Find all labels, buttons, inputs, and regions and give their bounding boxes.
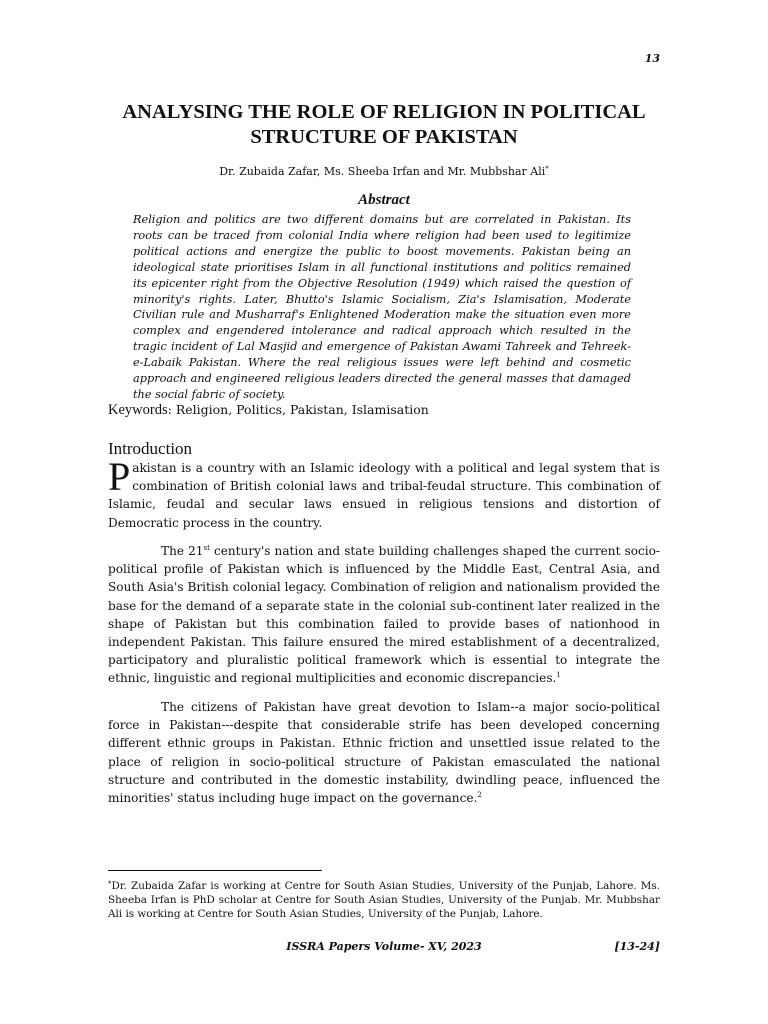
paragraph-1-text: akistan is a country with an Islamic ideology with a political and legal system that is combination of British colonial laws and tribal-feudal structure. This combination of Islamic, feudal and secular laws ensued in religious tensions and distortion of Democratic process in the country.: [108, 461, 660, 530]
keywords-colon: :: [167, 402, 172, 417]
drop-cap: P: [108, 454, 131, 499]
journal-footer: ISSRA Papers Volume- XV, 2023: [286, 940, 482, 953]
paper-title: ANALYSING THE ROLE OF RELIGION IN POLITICAL STRUCTURE OF PAKISTAN: [122, 101, 646, 148]
intro-paragraph-2: [108, 542, 660, 688]
footnote-ref-2[interactable]: 2: [477, 791, 482, 800]
author-footnote-marker[interactable]: *: [545, 165, 549, 173]
ordinal-suffix: st: [203, 544, 210, 552]
author-names: Dr. Zubaida Zafar, Ms. Sheeba Irfan and Mr. Mubbshar Ali: [219, 165, 546, 178]
keywords-values: Religion, Politics, Pakistan, Islamisation: [175, 402, 429, 417]
footnote-marker: *: [108, 880, 112, 888]
footnote-ref-1[interactable]: 1: [556, 671, 561, 680]
page-range: [13-24]: [614, 940, 660, 953]
introduction-heading: Introduction: [108, 439, 193, 458]
intro-paragraph-1: [108, 454, 660, 532]
footnote-text: Dr. Zubaida Zafar is working at Centre for South Asian Studies, University of the Punjab, Lahore. Ms. Sheeba Irfan is PhD scholar at Centre for South Asian Studies, University of the Punjab. Mr. Mubbshar Ali is working at Centre for South Asian Studies, University of the Punjab, Lahore.: [108, 880, 660, 920]
abstract-text: Religion and politics are two different domains but are correlated in Pakistan. Its roots can be traced from colonial India where religion had been used to legitimize political actions and energize the public to boost movements. Pakistan being an ideological state prioritises Islam in all functional institutions and politics remained its epicenter right from the Objective Resolution (1949) which raised the question of minority's rights. Later, Bhutto's Islamic Socialism, Zia's Islamisation, Moderate Civilian rule and Musharraf's Enlightened Moderation make the situation even more complex and engendered intolerance and radical approach which resulted in the tragic incident of Lal Masjid and emergence of Pakistan Awami Tahreek and Tehreek-e-Labaik Pakistan. Where the real religious issues were left behind and cosmetic approach and engineered religious leaders directed the general masses that damaged the social fabric of society.: [133, 213, 631, 401]
paragraph-2-start: The 21: [161, 544, 204, 558]
page-number: 13: [644, 52, 660, 65]
keywords-label: Keywords: [108, 402, 168, 418]
keywords-line: [108, 402, 660, 419]
intro-paragraph-3: [108, 698, 660, 807]
paragraph-3-text: The citizens of Pakistan have great devotion to Islam--a major socio-political force in Pakistan---despite that considerable strife has been developed concerning different ethnic groups in Pakistan. Ethnic friction and unsettled issue related to the place of religion in socio-political structure of Pakistan emasculated the national structure and contributed in the domestic instability, dwindling peace, influenced the minorities' status including huge impact on the governance.: [108, 700, 660, 806]
author-line: [108, 165, 660, 178]
paragraph-2-text: century's nation and state building challenges shaped the current socio-political profile of Pakistan which is influenced by the Middle East, Central Asia, and South Asia's British colonial legacy. Combination of religion and nationalism provided the base for the demand of a separate state in the colonial sub-continent later realized in the shape of Pakistan but this combination failed to provide bases of nationhood in independent Pakistan. This failure ensured the mired establishment of a decentralized, participatory and pluralistic political framework which is essential to integrate the ethnic, linguistic and regional multiplicities and economic discrepancies.: [108, 544, 660, 686]
footnote-divider: [108, 870, 322, 871]
author-footnote: [108, 879, 660, 921]
abstract-heading: Abstract: [358, 192, 410, 208]
